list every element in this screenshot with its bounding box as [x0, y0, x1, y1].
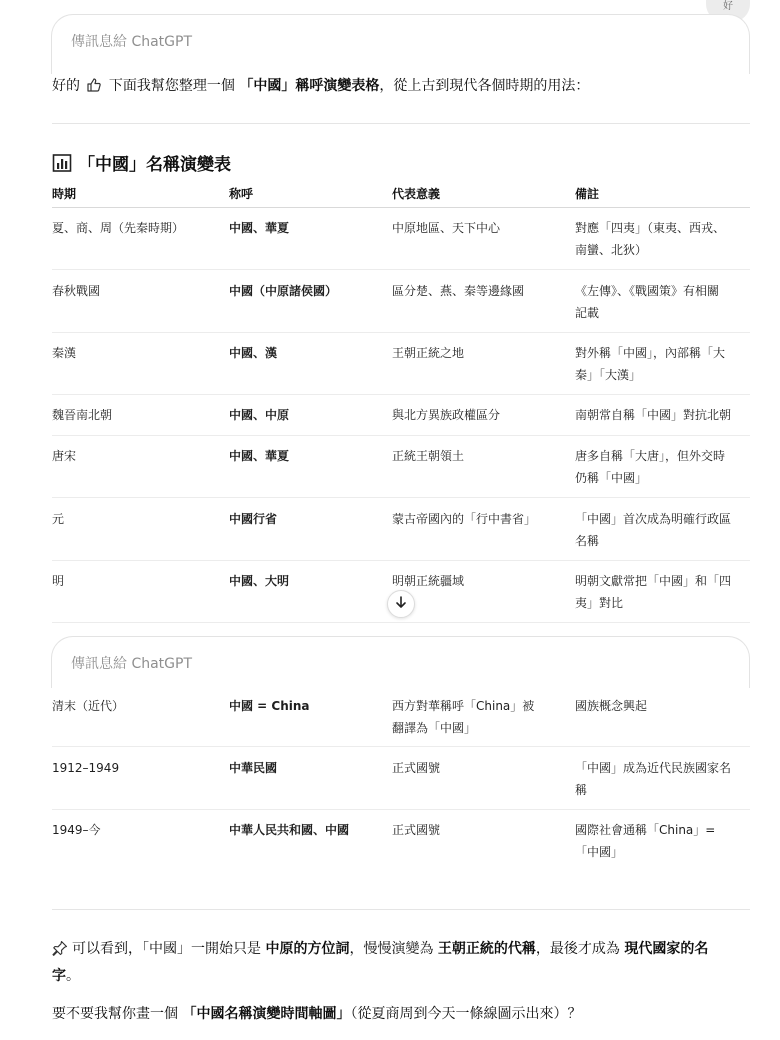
- col-header-period: 時期: [52, 187, 77, 201]
- intro-pre: 好的: [52, 78, 80, 94]
- composer-placeholder: 傳訊息給 ChatGPT: [71, 656, 193, 672]
- bar-chart-icon: [52, 153, 72, 173]
- cell-note: 對應「四夷」（東夷、西戎、 南蠻、北狄）: [575, 221, 726, 257]
- intro-mid: 下面我幫您整理一個: [108, 78, 240, 94]
- row-divider: [52, 809, 750, 810]
- row-divider: [52, 332, 750, 333]
- cell-period: 春秋戰國: [52, 284, 101, 298]
- cell-note: 《左傳》、《戰國策》有相關 記載: [575, 284, 720, 320]
- cell-period: 1912–1949: [52, 761, 120, 775]
- divider: [52, 909, 750, 910]
- row-divider: [52, 394, 750, 395]
- col-header-note: 備註: [575, 187, 600, 201]
- cell-meaning: 正統王朝領土: [392, 449, 465, 463]
- intro-post: ，從上古到現代各個時期的用法：: [379, 78, 590, 94]
- cell-note: 「中國」成為近代民族國家名 稱: [575, 761, 732, 797]
- cell-meaning: 明朝正統疆域: [392, 574, 465, 588]
- cell-name: 中華民國: [229, 761, 278, 775]
- cell-name: 中國、華夏: [229, 449, 290, 463]
- header-divider: [52, 207, 750, 208]
- cell-meaning: 蒙古帝國內的「行中書省」: [392, 512, 537, 526]
- cell-meaning: 區分楚、燕、秦等邊緣國: [392, 284, 525, 298]
- composer-placeholder: 傳訊息給 ChatGPT: [71, 34, 193, 50]
- cell-meaning: 與北方異族政權區分: [392, 408, 501, 422]
- cell-meaning: 中原地區、天下中心: [392, 221, 501, 235]
- cell-note: 唐多自稱「大唐」，但外交時 仍稱「中國」: [575, 449, 726, 485]
- summary-text: 可以看到，「中國」一開始只是 中原的方位詞，慢慢演變為 王朝正統的代稱，最後才成為 現代國家的名 字。: [52, 941, 709, 984]
- col-header-name: 称呼: [229, 187, 254, 201]
- pin-icon: [52, 940, 68, 964]
- cell-name: 中國 = China: [229, 699, 310, 713]
- cell-name: 中國、中原: [229, 408, 290, 422]
- intro-text: [52, 76, 589, 99]
- cell-note: 明朝文獻常把「中國」和「四 夷」對比: [575, 574, 732, 610]
- arrow-down-icon: [394, 595, 408, 613]
- message-composer-overlay[interactable]: [51, 636, 750, 688]
- cell-meaning: 王朝正統之地: [392, 346, 465, 360]
- row-divider: [52, 435, 750, 436]
- cell-note: 對外稱「中國」，內部稱「大 秦」「大漢」: [575, 346, 726, 382]
- cell-name: 中國、華夏: [229, 221, 290, 235]
- cell-period: 秦漢: [52, 346, 77, 360]
- cell-period: 魏晉南北朝: [52, 408, 113, 422]
- row-divider: [52, 622, 750, 623]
- cell-meaning: 西方對華稱呼「China」被 翻譯為「中國」: [392, 699, 535, 735]
- row-divider: [52, 269, 750, 270]
- cell-name: 中國、漢: [229, 346, 278, 360]
- cell-name: 中國行省: [229, 512, 278, 526]
- cell-period: 唐宋: [52, 449, 77, 463]
- cell-note: 國族概念興起: [575, 699, 648, 713]
- cell-period: 元: [52, 512, 65, 526]
- cell-name: 中華人民共和國、中國: [229, 823, 350, 837]
- row-divider: [52, 497, 750, 498]
- cell-note: 南朝常自稱「中國」對抗北朝: [575, 408, 732, 422]
- cell-name: 中國、大明: [229, 574, 290, 588]
- cell-period: 清末（近代）: [52, 699, 125, 713]
- cell-note: 「中國」首次成為明確行政區 名稱: [575, 512, 732, 548]
- cell-period: 明: [52, 574, 65, 588]
- divider: [52, 123, 750, 124]
- table-title-text: 「中國」名稱演變表: [78, 155, 231, 175]
- table-title: [52, 150, 231, 175]
- col-header-meaning: 代表意義: [392, 187, 441, 201]
- cell-note: 國際社會通稱「China」= 「中國」: [575, 823, 716, 859]
- scroll-down-button[interactable]: [387, 590, 415, 618]
- row-divider: [52, 560, 750, 561]
- cell-meaning: 正式國號: [392, 761, 441, 775]
- intro-bold: 「中國」稱呼演變表格: [239, 78, 380, 94]
- thumbs-up-icon: [86, 77, 102, 99]
- cell-period: 1949–今: [52, 823, 101, 837]
- followup-question: 要不要我幫你畫一個 「中國名稱演變時間軸圖」（從夏商周到今天一條線圖示出來）？: [52, 1006, 582, 1022]
- message-composer[interactable]: [51, 14, 750, 74]
- user-message-text: 好: [723, 1, 733, 12]
- cell-name: 中國（中原諸侯國）: [229, 284, 338, 298]
- cell-meaning: 正式國號: [392, 823, 441, 837]
- row-divider: [52, 746, 750, 747]
- cell-period: 夏、商、周（先秦時期）: [52, 221, 185, 235]
